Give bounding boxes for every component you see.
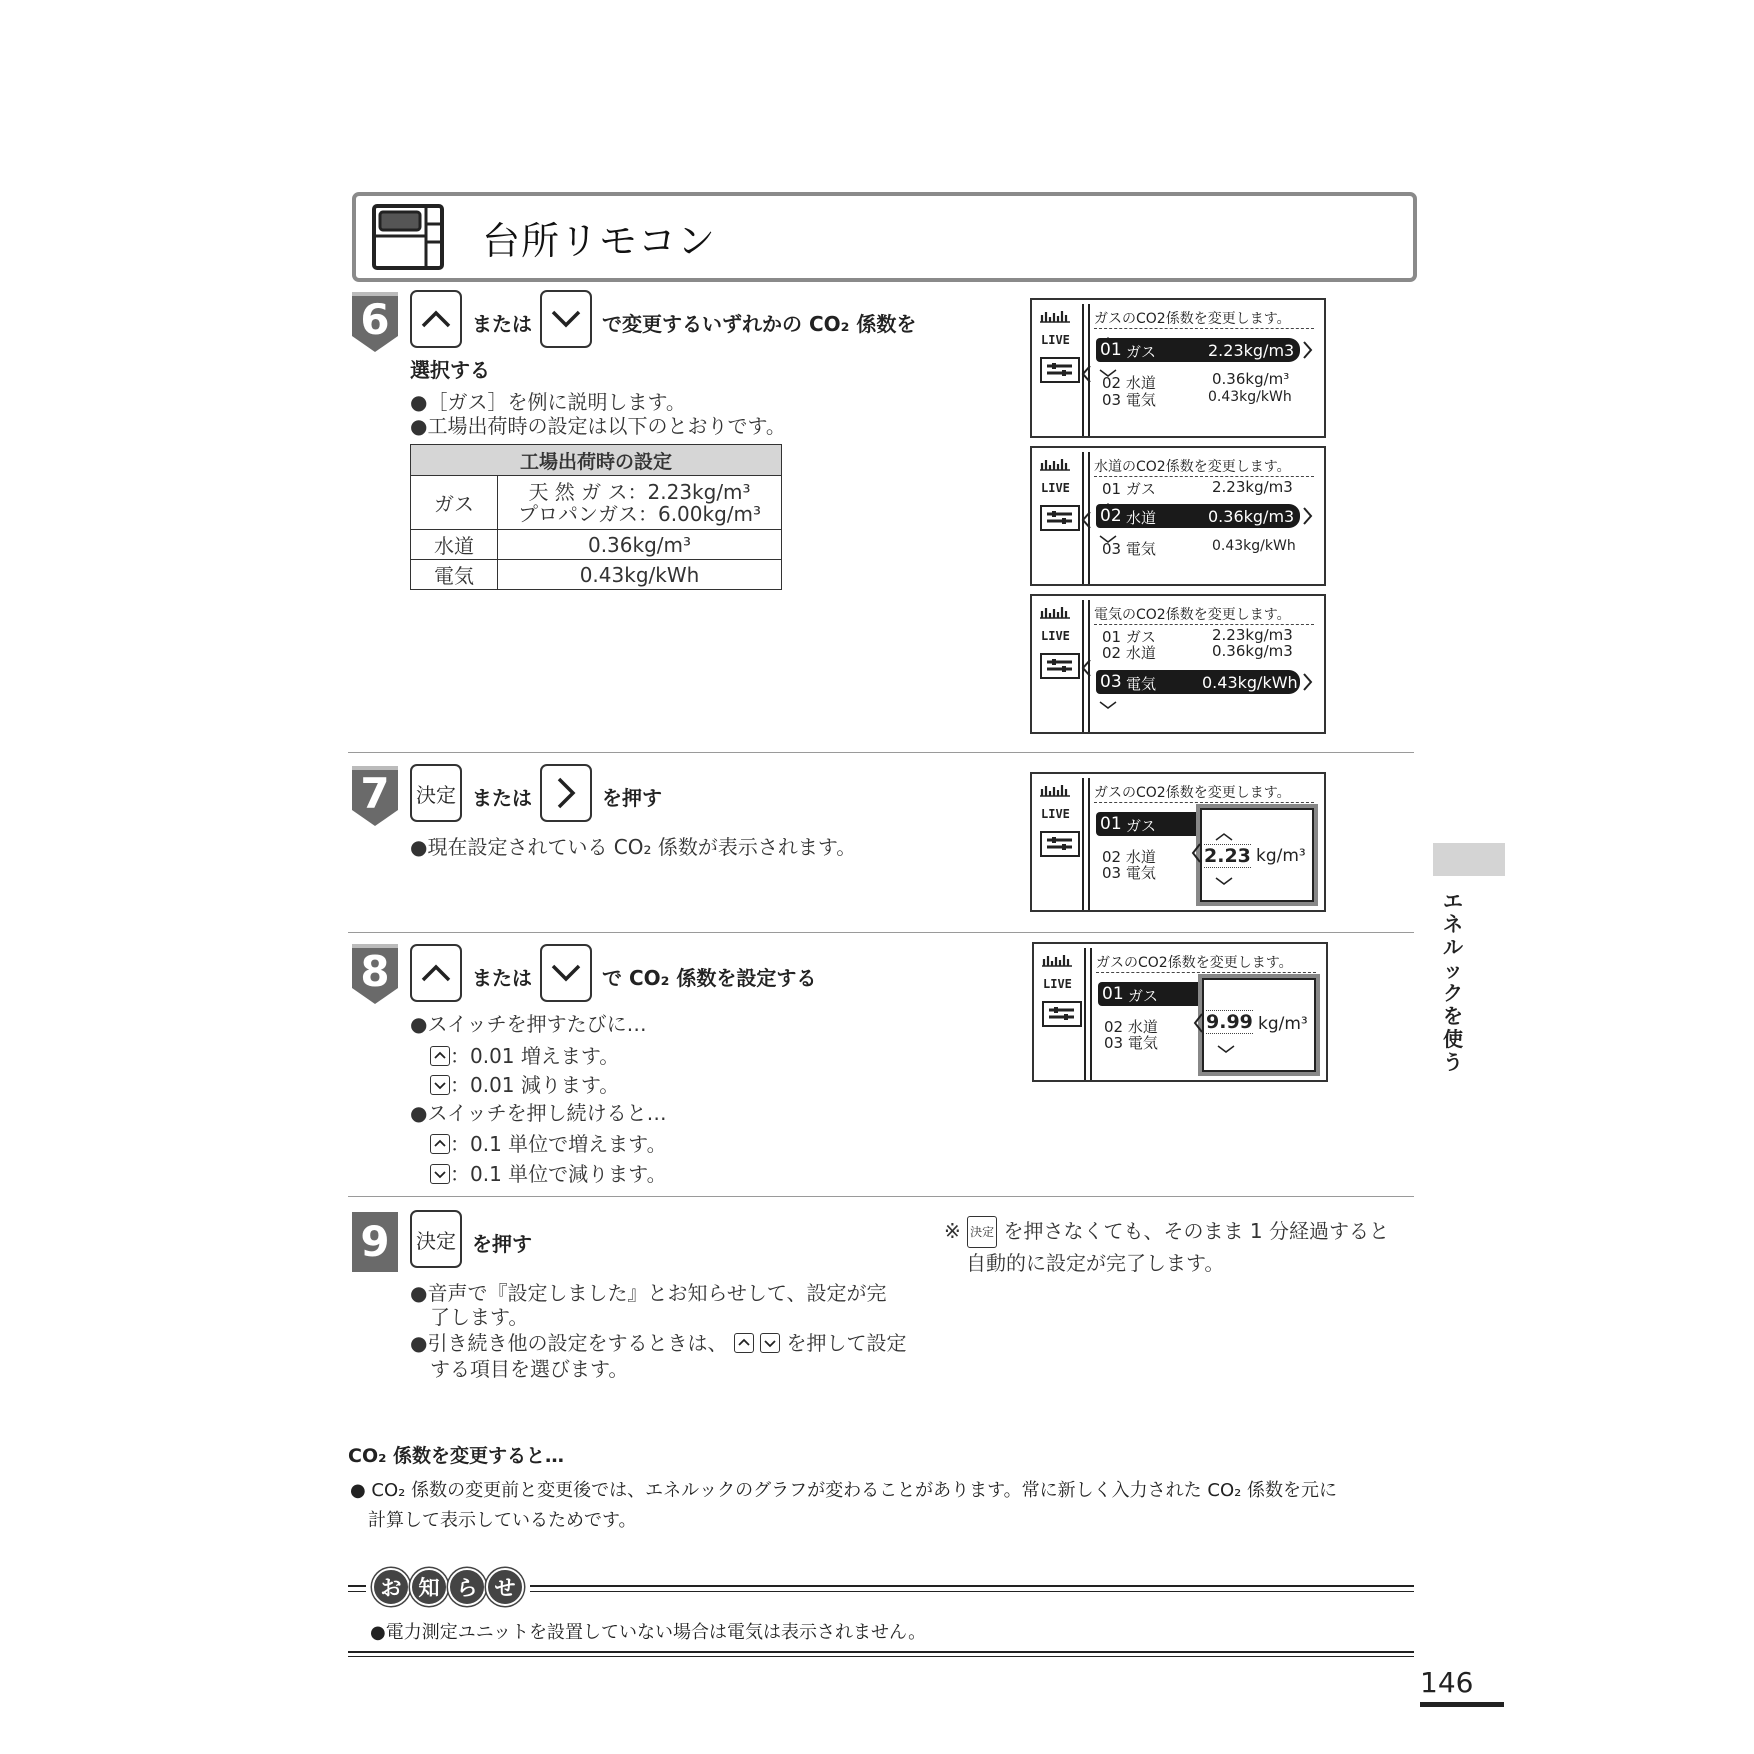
- settings-tool-icon: [1040, 505, 1080, 535]
- chevron-down-icon: [1216, 1038, 1236, 1057]
- down-key[interactable]: [540, 290, 592, 348]
- step-8-badge: 8: [352, 944, 398, 1002]
- notice-badge: お 知 ら せ: [366, 1568, 530, 1606]
- step-7-badge: 7: [352, 766, 398, 824]
- unit-label: kg/m³: [1256, 846, 1306, 866]
- step-7-bullet: ●現在設定されている CO₂ 係数が表示されます。: [410, 835, 857, 859]
- chevron-right-icon: [1302, 672, 1314, 696]
- step-6-badge: 6: [352, 292, 398, 350]
- live-label: LIVE: [1041, 807, 1070, 821]
- note-line: 自動的に設定が完了します。: [966, 1251, 1225, 1275]
- chevron-right-icon: [1302, 340, 1314, 364]
- settings-tool-icon: [1042, 1001, 1082, 1031]
- lcd-screen-water-select: LIVE 水道のCO2係数を変更します。 01 ガス 2.23kg/m3 02 水道 0.36kg/m3 03 電気 0.43kg/kWh: [1030, 446, 1326, 586]
- step-9-line: 了します。: [430, 1305, 529, 1329]
- divider: [348, 1196, 1414, 1197]
- chevron-up-icon: [421, 309, 451, 329]
- step-9-text: を押す: [472, 1232, 532, 1256]
- step-8-line: ●スイッチを押すたびに…: [410, 1012, 647, 1036]
- chevron-left-icon: [1080, 510, 1092, 534]
- lcd-screen-electric-select: LIVE 電気のCO2係数を変更します。 01 ガス 2.23kg/m3 02 水道 0.36kg/m3 03 電気 0.43kg/kWh: [1030, 594, 1326, 734]
- chevron-left-icon: [1080, 658, 1092, 682]
- chevron-down-icon: [760, 1333, 780, 1353]
- lcd-selected-row: 01 ガス: [1098, 982, 1226, 1006]
- step-7-text: を押す: [602, 786, 662, 810]
- lcd-selected-row: 02 水道 0.36kg/m3: [1096, 504, 1300, 528]
- step-8-line: ：0.01 減ります。: [430, 1072, 619, 1098]
- lcd-selected-row: 03 電気 0.43kg/kWh: [1096, 670, 1300, 694]
- page-number: 146: [1420, 1666, 1474, 1699]
- or-text: または: [472, 312, 532, 336]
- chevron-down-icon: [430, 1164, 450, 1184]
- or-text: または: [472, 786, 532, 810]
- step-8-line: ：0.01 増えます。: [430, 1043, 619, 1069]
- enter-key[interactable]: 決定: [410, 764, 462, 822]
- lcd-selected-row: 01 ガス: [1096, 812, 1224, 836]
- chevron-up-icon: [421, 963, 451, 983]
- table-cell: 天 然 ガ ス：2.23kg/m³ プロパンガス：6.00kg/m³: [498, 476, 782, 530]
- enter-key[interactable]: 決定: [410, 1210, 462, 1268]
- step-9-line: ●音声で『設定しました』とお知らせして、設定が完: [410, 1281, 887, 1305]
- step-6-text-2: 選択する: [410, 358, 490, 382]
- step-8-text: で CO₂ 係数を設定する: [602, 966, 817, 990]
- factory-settings-table: [410, 444, 782, 590]
- step-8-line: ：0.1 単位で減ります。: [430, 1161, 667, 1187]
- lcd-title: 電気のCO2係数を変更します。: [1094, 604, 1314, 625]
- bar-chart-icon: [1040, 456, 1070, 475]
- up-key[interactable]: [410, 944, 462, 1002]
- or-text: または: [472, 966, 532, 990]
- bar-chart-icon: [1040, 308, 1070, 327]
- table-row-label: 電気: [411, 560, 498, 590]
- lcd-title: 水道のCO2係数を変更します。: [1094, 456, 1314, 477]
- chevron-down-icon: [551, 309, 581, 329]
- page-title: 台所リモコン: [482, 219, 717, 263]
- chevron-right-icon: [556, 777, 576, 809]
- unit-label: kg/m³: [1258, 1014, 1308, 1034]
- live-label: LIVE: [1041, 481, 1070, 495]
- step-6-bullet-1: ●［ガス］を例に説明します。: [410, 390, 686, 414]
- table-cell: 0.36kg/m³: [498, 530, 782, 560]
- settings-tool-icon: [1040, 831, 1080, 861]
- side-tab: [1433, 843, 1505, 876]
- chevron-up-icon: [734, 1333, 754, 1353]
- side-tab-label: エ ネ ル ッ ク を 使 う: [1443, 889, 1463, 1074]
- chevron-down-icon: [551, 963, 581, 983]
- kitchen-remote-icon: [372, 204, 444, 270]
- chevron-up-icon: [1214, 826, 1234, 845]
- section-header: [352, 192, 1417, 282]
- lcd-screen-gas-value: LIVE ガスのCO2係数を変更します。 01 ガス 02 水道 03 電気 2.23 kg/m³: [1030, 772, 1326, 912]
- settings-tool-icon: [1040, 357, 1080, 387]
- live-label: LIVE: [1041, 629, 1070, 643]
- divider: [348, 752, 1414, 753]
- step-9-line: ●引き続き他の設定をするときは、 を押して設定: [410, 1331, 907, 1355]
- bar-chart-icon: [1042, 952, 1072, 971]
- right-key[interactable]: [540, 764, 592, 822]
- bar-chart-icon: [1040, 782, 1070, 801]
- chevron-left-icon: [1080, 364, 1092, 388]
- divider: [348, 932, 1414, 933]
- table-header: 工場出荷時の設定: [411, 445, 782, 476]
- table-row-label: ガス: [411, 476, 498, 530]
- lcd-title: ガスのCO2係数を変更します。: [1096, 952, 1316, 973]
- enter-key-small: 決定: [967, 1216, 997, 1248]
- chevron-down-icon: [1098, 694, 1118, 713]
- chevron-right-icon: [1302, 506, 1314, 530]
- lcd-selected-row: 01 ガス 2.23kg/m3: [1096, 338, 1300, 362]
- step-6-text: で変更するいずれかの CO₂ 係数を: [602, 312, 917, 336]
- step-9-badge: 9: [352, 1212, 398, 1272]
- step-8-line: ●スイッチを押し続けると…: [410, 1101, 667, 1125]
- note-line: ※ 決定 を押さなくても、そのまま 1 分経過すると: [944, 1216, 1389, 1248]
- step-6-bullet-2: ●工場出荷時の設定は以下のとおりです。: [410, 414, 786, 438]
- chevron-left-icon: [1190, 842, 1202, 868]
- down-key[interactable]: [540, 944, 592, 1002]
- table-cell: 0.43kg/kWh: [498, 560, 782, 590]
- live-label: LIVE: [1043, 977, 1072, 991]
- live-label: LIVE: [1041, 333, 1070, 347]
- co2-text: 計算して表示しているためです。: [368, 1510, 637, 1531]
- step-8-line: ：0.1 単位で増えます。: [430, 1131, 667, 1157]
- co2-text: ● CO₂ 係数の変更前と変更後では、エネルックのグラフが変わることがあります。常に新しく入力された CO₂ 係数を元に: [350, 1480, 1338, 1501]
- chevron-down-icon: [1214, 870, 1234, 889]
- up-key[interactable]: [410, 290, 462, 348]
- co2-value: 9.99: [1206, 1011, 1253, 1033]
- chevron-left-icon: [1192, 1012, 1204, 1038]
- notice-text: ●電力測定ユニットを設置していない場合は電気は表示されません。: [370, 1622, 927, 1643]
- table-row-label: 水道: [411, 530, 498, 560]
- chevron-up-icon: [430, 1134, 450, 1154]
- lcd-screen-gas-value-edit: LIVE ガスのCO2係数を変更します。 01 ガス 02 水道 03 電気 9.99 kg/m³: [1032, 942, 1328, 1082]
- co2-value: 2.23: [1204, 845, 1251, 867]
- step-9-line: する項目を選びます。: [430, 1357, 629, 1381]
- lcd-title: ガスのCO2係数を変更します。: [1094, 782, 1314, 803]
- settings-tool-icon: [1040, 653, 1080, 683]
- chevron-up-icon: [430, 1046, 450, 1066]
- lcd-screen-gas-select: LIVE ガスのCO2係数を変更します。 01 ガス 2.23kg/m3 02 水道 0.36kg/m³ 03 電気 0.43kg/kWh: [1030, 298, 1326, 438]
- chevron-down-icon: [430, 1075, 450, 1095]
- lcd-title: ガスのCO2係数を変更します。: [1094, 308, 1314, 329]
- co2-heading: CO₂ 係数を変更すると…: [348, 1445, 565, 1467]
- bar-chart-icon: [1040, 604, 1070, 623]
